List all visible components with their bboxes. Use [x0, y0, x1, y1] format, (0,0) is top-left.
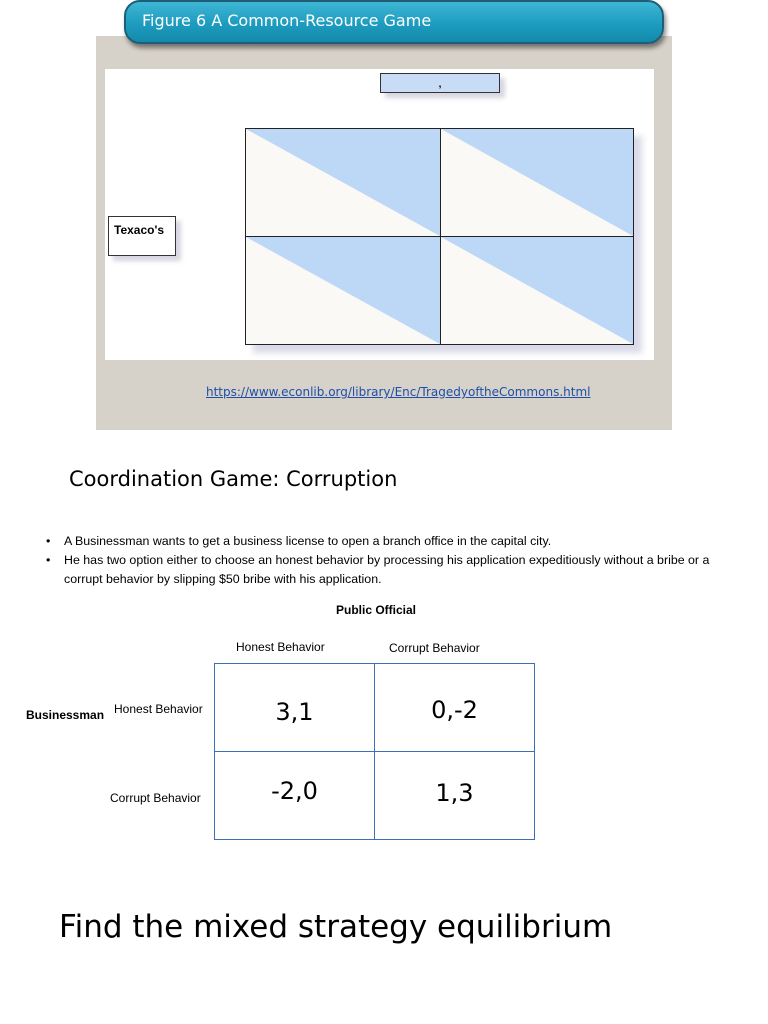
- payoff-value: 1,3: [435, 778, 474, 807]
- row-strategy-corrupt: Corrupt Behavior: [110, 791, 201, 805]
- figure-column-label: ,: [438, 79, 442, 90]
- figure-cell-bottom-right: [440, 236, 634, 345]
- figure-column-label-box: [380, 73, 500, 93]
- figure-row-label-box: [108, 216, 176, 256]
- payoff-cell-corrupt-honest: [215, 752, 375, 840]
- row-strategy-honest: Honest Behavior: [114, 702, 203, 716]
- figure-title: Figure 6 A Common-Resource Game: [142, 11, 432, 30]
- figure-cell-top-right: [440, 128, 634, 237]
- payoff-cell-corrupt-corrupt: [375, 752, 535, 840]
- section-title: Coordination Game: Corruption: [69, 467, 398, 491]
- column-strategy-honest: Honest Behavior: [236, 640, 325, 654]
- payoff-cell-honest-honest: [215, 664, 375, 752]
- bullet-list: [44, 532, 724, 589]
- payoff-matrix: [214, 663, 535, 840]
- source-link[interactable]: https://www.econlib.org/library/Enc/TragedyoftheCommons.html: [206, 385, 591, 399]
- figure-title-banner: [124, 0, 664, 44]
- column-player-label: Public Official: [336, 603, 417, 617]
- column-strategy-corrupt: Corrupt Behavior: [389, 641, 480, 655]
- payoff-cell-honest-corrupt: [375, 664, 535, 752]
- figure-payoff-grid: [245, 128, 634, 345]
- figure-cell-bottom-left: [245, 236, 441, 345]
- payoff-value: -2,0: [271, 776, 318, 805]
- row-player-label: Businessman: [26, 708, 105, 722]
- figure-row-label: Texaco's: [114, 223, 164, 237]
- bullet-item: • A Businessman wants to get a business license to open a branch office in the capital city.: [44, 532, 724, 551]
- payoff-value: 0,-2: [431, 695, 478, 724]
- bullet-item: • He has two option either to choose an honest behavior by processing his application expeditiously without a bribe or a corrupt behavior by slipping $50 bribe with his application.: [44, 551, 724, 589]
- question-text: Find the mixed strategy equilibrium: [59, 909, 613, 945]
- payoff-value: 3,1: [275, 697, 314, 726]
- figure-cell-top-left: [245, 128, 441, 237]
